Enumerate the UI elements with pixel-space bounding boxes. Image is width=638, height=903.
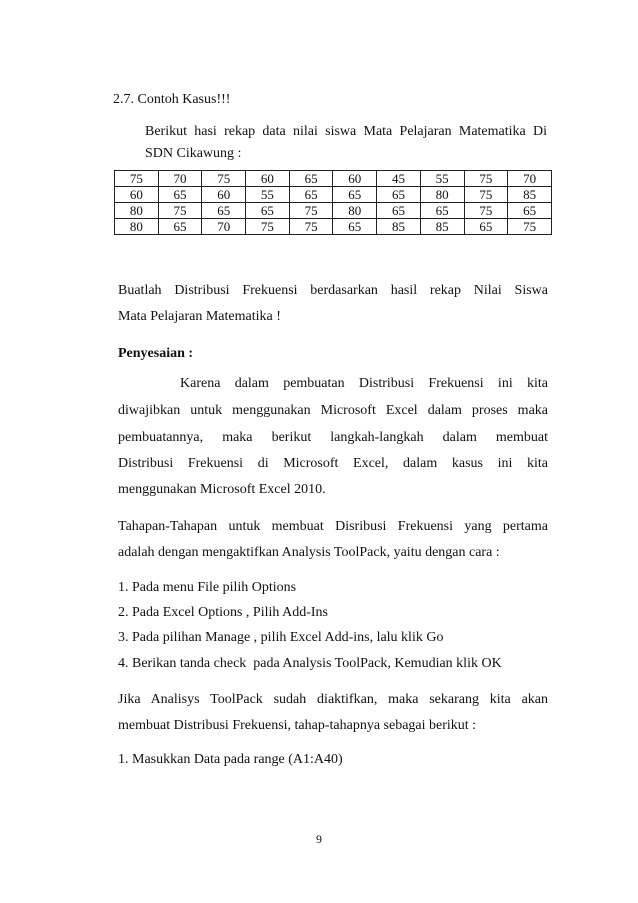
after-line: membuat Distribusi Frekuensi, tahap-tahapnya sebagai berikut : — [118, 718, 477, 733]
table-cell: 80 — [333, 203, 377, 219]
table-cell: 65 — [464, 219, 508, 235]
table-cell: 85 — [508, 187, 552, 203]
table-cell: 75 — [508, 219, 552, 235]
final-step: 1. Masukkan Data pada range (A1:A40) — [118, 752, 343, 767]
page-number: 9 — [316, 832, 322, 846]
solution-label: Penyesaian : — [118, 346, 194, 361]
table-cell: 55 — [420, 171, 464, 187]
solution-line: Karena dalam pembuatan Distribusi Frekuensi ini kita — [180, 376, 548, 391]
table-cell: 75 — [289, 203, 333, 219]
table-cell: 85 — [420, 219, 464, 235]
table-cell: 85 — [377, 219, 421, 235]
table-cell: 65 — [333, 187, 377, 203]
table-cell: 65 — [508, 203, 552, 219]
table-cell: 75 — [246, 219, 290, 235]
table-cell: 70 — [508, 171, 552, 187]
step-item: 3. Pada pilihan Manage , pilih Excel Add-ins, lalu klik Go — [118, 630, 444, 645]
table-cell: 75 — [115, 171, 159, 187]
task-line: Buatlah Distribusi Frekuensi berdasarkan hasil rekap Nilai Siswa — [118, 283, 548, 298]
table-cell: 80 — [115, 219, 159, 235]
table-row — [115, 203, 552, 219]
after-line: Jika Analisys ToolPack sudah diaktifkan, maka sekarang kita akan — [118, 692, 548, 707]
table-cell: 65 — [202, 203, 246, 219]
table-cell: 65 — [377, 187, 421, 203]
intro-line: SDN Cikawung : — [145, 146, 242, 161]
table-cell: 75 — [464, 187, 508, 203]
table-cell: 70 — [202, 219, 246, 235]
step-item: 4. Berikan tanda check pada Analysis ToolPack, Kemudian klik OK — [118, 656, 502, 671]
table-row — [115, 187, 552, 203]
solution-line: pembuatannya, maka berikut langkah-langkah dalam membuat — [118, 430, 548, 445]
section-heading: 2.7. Contoh Kasus!!! — [113, 92, 231, 107]
table-cell: 70 — [158, 171, 202, 187]
table-cell: 65 — [289, 187, 333, 203]
table-cell: 65 — [333, 219, 377, 235]
table-cell: 65 — [158, 187, 202, 203]
table-cell: 60 — [333, 171, 377, 187]
table-cell: 65 — [246, 203, 290, 219]
table-cell: 80 — [420, 187, 464, 203]
table-cell: 65 — [377, 203, 421, 219]
solution-line: Distribusi Frekuensi di Microsoft Excel, dalam kasus ini kita — [118, 456, 548, 471]
step-item: 2. Pada Excel Options , Pilih Add-Ins — [118, 605, 328, 620]
table-cell: 75 — [464, 203, 508, 219]
stages-line: Tahapan-Tahapan untuk membuat Disribusi Frekuensi yang pertama — [118, 519, 548, 534]
table-row — [115, 171, 552, 187]
table-cell: 65 — [420, 203, 464, 219]
table-cell: 75 — [158, 203, 202, 219]
table-cell: 80 — [115, 203, 159, 219]
solution-line: diwajibkan untuk menggunakan Microsoft Excel dalam proses maka — [118, 403, 548, 418]
table-row — [115, 219, 552, 235]
solution-line: menggunakan Microsoft Excel 2010. — [118, 482, 326, 497]
table-cell: 60 — [202, 187, 246, 203]
table-cell: 65 — [289, 171, 333, 187]
table-cell: 60 — [115, 187, 159, 203]
table-cell: 60 — [246, 171, 290, 187]
table-cell: 75 — [464, 171, 508, 187]
score-table — [114, 170, 552, 235]
table-cell: 45 — [377, 171, 421, 187]
step-item: 1. Pada menu File pilih Options — [118, 580, 297, 595]
task-line: Mata Pelajaran Matematika ! — [118, 309, 281, 324]
intro-line: Berikut hasi rekap data nilai siswa Mata Pelajaran Matematika Di — [145, 124, 547, 139]
table-cell: 65 — [158, 219, 202, 235]
stages-line: adalah dengan mengaktifkan Analysis ToolPack, yaitu dengan cara : — [118, 545, 500, 560]
table-cell: 75 — [289, 219, 333, 235]
table-cell: 75 — [202, 171, 246, 187]
table-cell: 55 — [246, 187, 290, 203]
